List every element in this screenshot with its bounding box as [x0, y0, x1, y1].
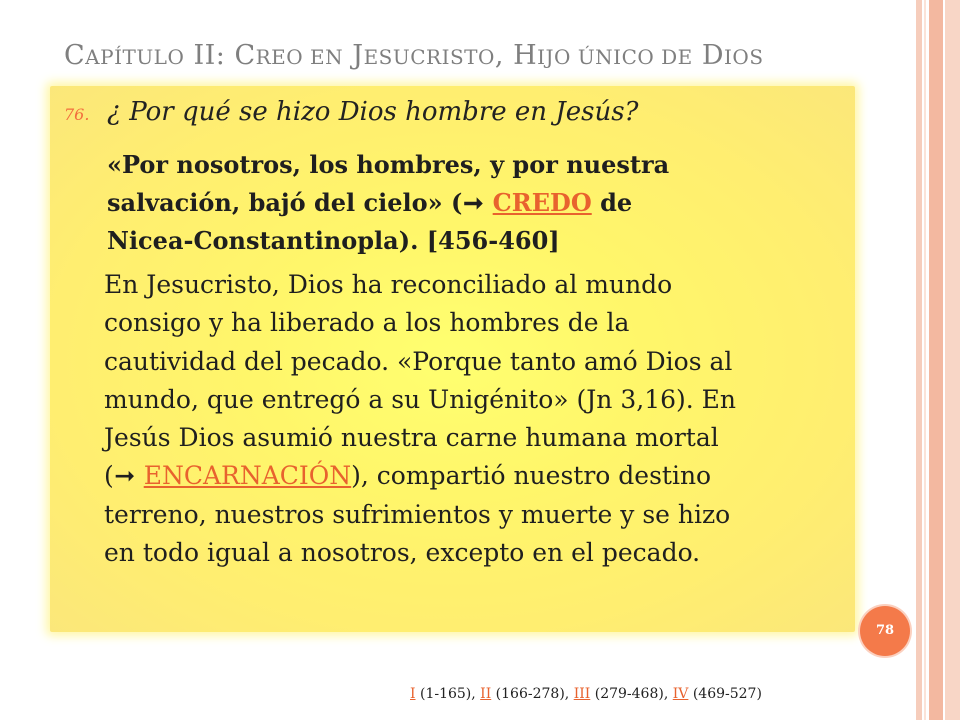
slide-title: [64, 40, 904, 71]
credo-link[interactable]: CREDO: [492, 188, 592, 217]
title-part: II:: [184, 40, 235, 71]
paragraph-text: ), compartió nuestro destino: [351, 461, 712, 491]
decor-stripe: [945, 0, 960, 720]
paragraph-line: terreno, nuestros sufrimientos y muerte y se hizo: [104, 499, 731, 529]
arrow-right-icon: ➞: [114, 461, 136, 491]
part-range: (166-278),: [491, 686, 574, 702]
arrow-right-icon: ➞: [463, 188, 484, 217]
title-part: ,: [494, 40, 514, 71]
answer-quote: [107, 146, 847, 260]
decor-stripe: [924, 0, 926, 720]
title-part: ESUCRISTO: [363, 45, 495, 69]
page-number-badge: 78: [860, 606, 910, 656]
paragraph-line: Jesús Dios asumió nuestra carne humana mortal: [104, 423, 719, 453]
paragraph-line: consigo y ha liberado a los hombres de la: [104, 308, 630, 338]
title-part: C: [234, 40, 256, 71]
paragraph-line: En Jesucristo, Dios ha reconciliado al mundo: [104, 270, 673, 299]
paragraph-line: cautividad del pecado. «Porque tanto amó Dios al: [104, 346, 733, 376]
answer-text: de: [591, 188, 633, 217]
paragraph-line: mundo, que entregó a su Unigénito» (Jn 3,16). En: [104, 384, 737, 414]
paragraph-text: (: [104, 461, 114, 491]
part-range: (279-468),: [590, 686, 673, 702]
part-range: (469-527): [688, 686, 762, 702]
explanation-paragraph: [104, 266, 864, 572]
answer-text: salvación, bajó del cielo» (: [107, 188, 463, 217]
paragraph-line: en todo igual a nosotros, excepto en el pecado.: [104, 538, 701, 568]
title-part: J: [352, 40, 364, 71]
question-number: 76.: [64, 105, 90, 124]
encarnacion-link[interactable]: ENCARNACIÓN: [143, 461, 352, 491]
title-part: IOS: [724, 45, 764, 69]
footer-part-links: [410, 686, 762, 702]
title-part: IJO ÚNICO DE: [537, 45, 693, 69]
part-link-3[interactable]: III: [573, 686, 591, 702]
part-link-4[interactable]: IV: [672, 686, 689, 702]
title-part: REO EN: [255, 45, 344, 69]
paragraph-line: [104, 457, 864, 495]
title-part: [693, 40, 702, 71]
question-text: ¿ Por qué se hizo Dios hombre en Jesús?: [107, 97, 639, 127]
title-part: H: [513, 40, 538, 71]
decor-stripe: [916, 0, 922, 720]
decor-stripe: [929, 0, 943, 720]
part-link-1[interactable]: I: [410, 686, 416, 702]
title-part: APÍTULO: [85, 45, 185, 69]
part-link-2[interactable]: II: [480, 686, 492, 702]
title-part: C: [64, 40, 86, 71]
answer-line: Nicea-Constantinopla). [456-460]: [107, 226, 560, 255]
question-row: [64, 97, 638, 127]
answer-line: «Por nosotros, los hombres, y por nuestra: [107, 150, 670, 179]
answer-line: [107, 184, 847, 222]
title-part: [343, 40, 352, 71]
title-part: D: [701, 40, 725, 71]
part-range: (1-165),: [415, 686, 481, 702]
